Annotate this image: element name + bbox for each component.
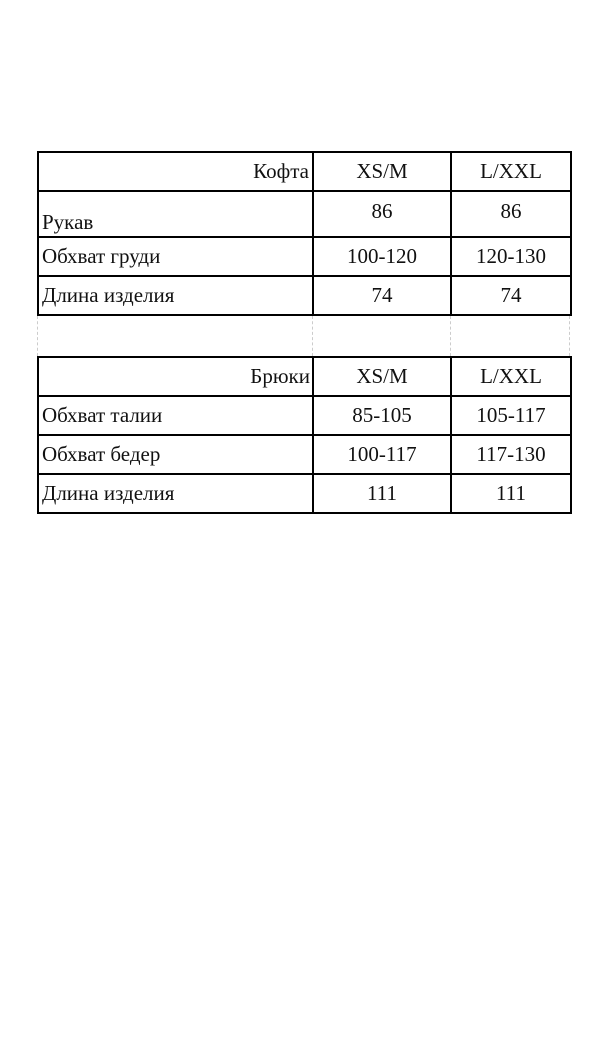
measurement-value: 86 <box>313 191 451 237</box>
jacket-size-table <box>37 151 572 316</box>
measurement-value: 111 <box>451 474 571 513</box>
measurement-value: 74 <box>313 276 451 315</box>
gridline <box>37 316 38 356</box>
measurement-label: Обхват талии <box>38 396 313 435</box>
table-row <box>38 276 571 315</box>
size-column-header: XS/M <box>313 357 451 396</box>
table-spacer <box>37 316 570 356</box>
jacket-table-title: Кофта <box>38 152 313 191</box>
table-header-row <box>38 152 571 191</box>
gridline <box>569 316 570 356</box>
size-column-header: L/XXL <box>451 152 571 191</box>
table-row <box>38 396 571 435</box>
measurement-label: Рукав <box>38 191 313 237</box>
measurement-value: 105-117 <box>451 396 571 435</box>
size-column-header: L/XXL <box>451 357 571 396</box>
table-header-row <box>38 357 571 396</box>
measurement-value: 120-130 <box>451 237 571 276</box>
measurement-value: 86 <box>451 191 571 237</box>
gridline <box>312 316 313 356</box>
measurement-value: 85-105 <box>313 396 451 435</box>
measurement-label: Обхват бедер <box>38 435 313 474</box>
gridline <box>450 316 451 356</box>
measurement-value: 74 <box>451 276 571 315</box>
table-row <box>38 191 571 237</box>
measurement-label: Длина изделия <box>38 276 313 315</box>
table-row <box>38 435 571 474</box>
measurement-label: Обхват груди <box>38 237 313 276</box>
size-chart-sheet <box>37 151 570 514</box>
table-row <box>38 237 571 276</box>
measurement-value: 100-117 <box>313 435 451 474</box>
measurement-value: 117-130 <box>451 435 571 474</box>
measurement-label: Длина изделия <box>38 474 313 513</box>
pants-size-table <box>37 356 572 514</box>
size-column-header: XS/M <box>313 152 451 191</box>
measurement-value: 111 <box>313 474 451 513</box>
measurement-value: 100-120 <box>313 237 451 276</box>
table-row <box>38 474 571 513</box>
pants-table-title: Брюки <box>38 357 313 396</box>
